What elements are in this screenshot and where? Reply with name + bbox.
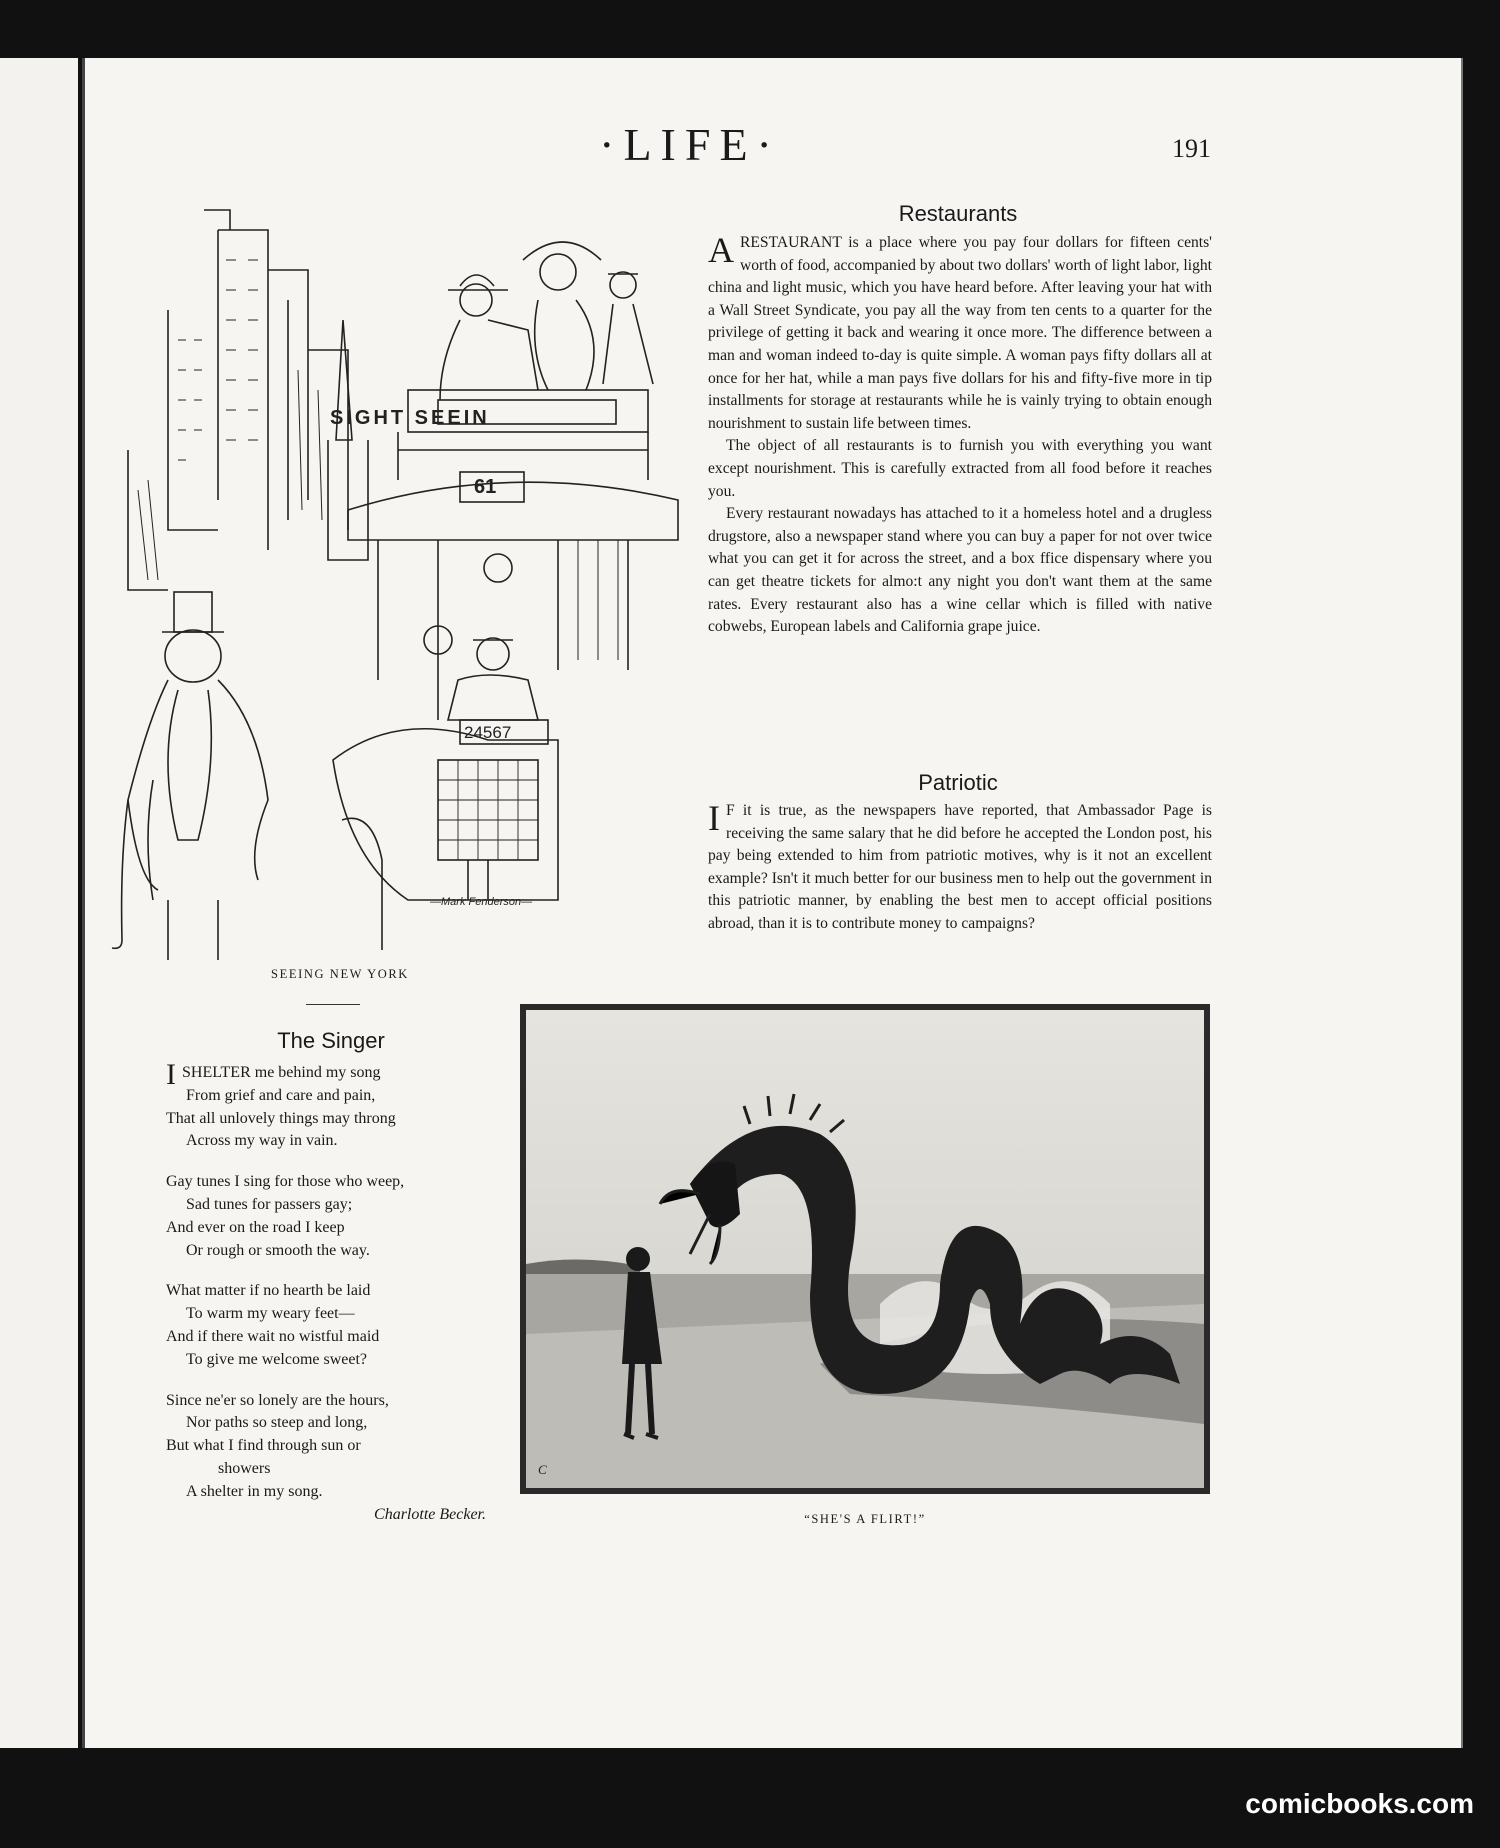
magazine-title: ·LIFE· bbox=[599, 119, 781, 170]
poem-line: showers bbox=[218, 1459, 271, 1477]
poem-stanza bbox=[166, 1280, 496, 1371]
patriotic-heading: Patriotic bbox=[918, 770, 998, 795]
section-divider bbox=[306, 1004, 360, 1005]
poem-line: SHELTER me behind my song bbox=[182, 1064, 381, 1081]
license-plate: 24567 bbox=[464, 723, 512, 742]
restaurants-article bbox=[708, 232, 1212, 639]
poem-line: Gay tunes I sing for those who weep, bbox=[166, 1173, 405, 1191]
poem-stanza bbox=[166, 1171, 496, 1262]
poem-line: To warm my weary feet— bbox=[186, 1305, 355, 1323]
restaurants-para-3: Every restaurant nowadays has attached to it a homeless hotel and a drugless drugstore, also a newspaper stand where you can buy a paper for not over twice what you can get it for across the street, and a box ffice dispensary where you can get theatre tickets for almo:t any night you don't want them at the same rates. Every restaurant also has a wine cellar which is filled with native cobwebs, European labels and California grape juice. bbox=[708, 505, 1212, 636]
patriotic-article bbox=[708, 800, 1212, 936]
restaurants-dropcap: A bbox=[708, 230, 734, 270]
poem-line: That all unlovely things may throng bbox=[166, 1109, 396, 1127]
poem-stanza bbox=[166, 1058, 496, 1153]
svg-text:C: C bbox=[538, 1462, 547, 1477]
singer-poem bbox=[166, 1058, 496, 1526]
poem-line: But what I find through sun or bbox=[166, 1437, 361, 1455]
poem-stanza bbox=[166, 1390, 496, 1504]
poem-line: To give me welcome sweet? bbox=[186, 1350, 368, 1368]
restaurants-heading: Restaurants bbox=[898, 201, 1018, 226]
seeing-new-york-illustration bbox=[108, 200, 680, 960]
poem-line: And if there wait no wistful maid bbox=[166, 1327, 380, 1345]
sea-serpent-caption: “SHE'S A FLIRT!” bbox=[804, 1512, 926, 1526]
bus-sign: SIGHT SEEIN bbox=[330, 407, 490, 429]
poem-line: A shelter in my song. bbox=[186, 1482, 323, 1500]
singer-heading: The Singer bbox=[277, 1028, 385, 1053]
bus-number: 61 bbox=[474, 476, 497, 498]
poem-line: Sad tunes for passers gay; bbox=[186, 1195, 353, 1213]
restaurants-para-1: RESTAURANT is a place where you pay four dollars for fifteen cents' worth of food, accompanied by about two dollars' worth of light labor, light china and light music, which you have heard before. After leaving your hat with a Wall Street Syndicate, you pay all the way from ten cents to a quarter for the privilege of getting it back and wearing it once more. The difference between a man and woman indeed to-day is quite simple. A woman pays fifty dollars all at once for her hat, while a man pays five dollars for his and fifty-five more in tip installments for storage at restaurants while he is vainly trying to obtain enough nourishment to sustain life between times. bbox=[708, 234, 1212, 432]
singer-dropcap: I bbox=[166, 1058, 176, 1091]
poem-line: Across my way in vain. bbox=[186, 1132, 338, 1150]
poem-line: Or rough or smooth the way. bbox=[186, 1241, 370, 1259]
poem-line: Nor paths so steep and long, bbox=[186, 1414, 368, 1432]
watermark-text: comicbooks.com bbox=[1245, 1788, 1474, 1819]
poem-line: And ever on the road I keep bbox=[166, 1218, 345, 1236]
poem-line: Since ne'er so lonely are the hours, bbox=[166, 1391, 389, 1409]
poem-line: From grief and care and pain, bbox=[186, 1086, 376, 1104]
patriotic-dropcap: I bbox=[708, 798, 720, 838]
patriotic-para-1: F it is true, as the newspapers have reported, that Ambassador Page is receiving the same salary that he did before he accepted the London post, his pay being extended to him from patriotic motives, why is it not an excellent example? Isn't it much better for our business men to help out the government in this patriotic manner, by enabling the best men to accept official positions abroad, than it is to contribute money to campaigns? bbox=[708, 802, 1212, 932]
sea-serpent-illustration bbox=[520, 1004, 1210, 1494]
facing-page-edge bbox=[0, 58, 78, 1748]
poem-line: What matter if no hearth be laid bbox=[166, 1282, 371, 1300]
restaurants-para-2: The object of all restaurants is to furnish you with everything you want except nourishment. This is carefully extracted from all food before it reaches you. bbox=[708, 437, 1212, 500]
artist-signature: —Mark Fenderson— bbox=[430, 896, 533, 908]
poem-author: Charlotte Becker. bbox=[374, 1505, 486, 1523]
seeing-new-york-caption: SEEING NEW YORK bbox=[271, 967, 409, 981]
page-number: 191 bbox=[1172, 134, 1211, 163]
